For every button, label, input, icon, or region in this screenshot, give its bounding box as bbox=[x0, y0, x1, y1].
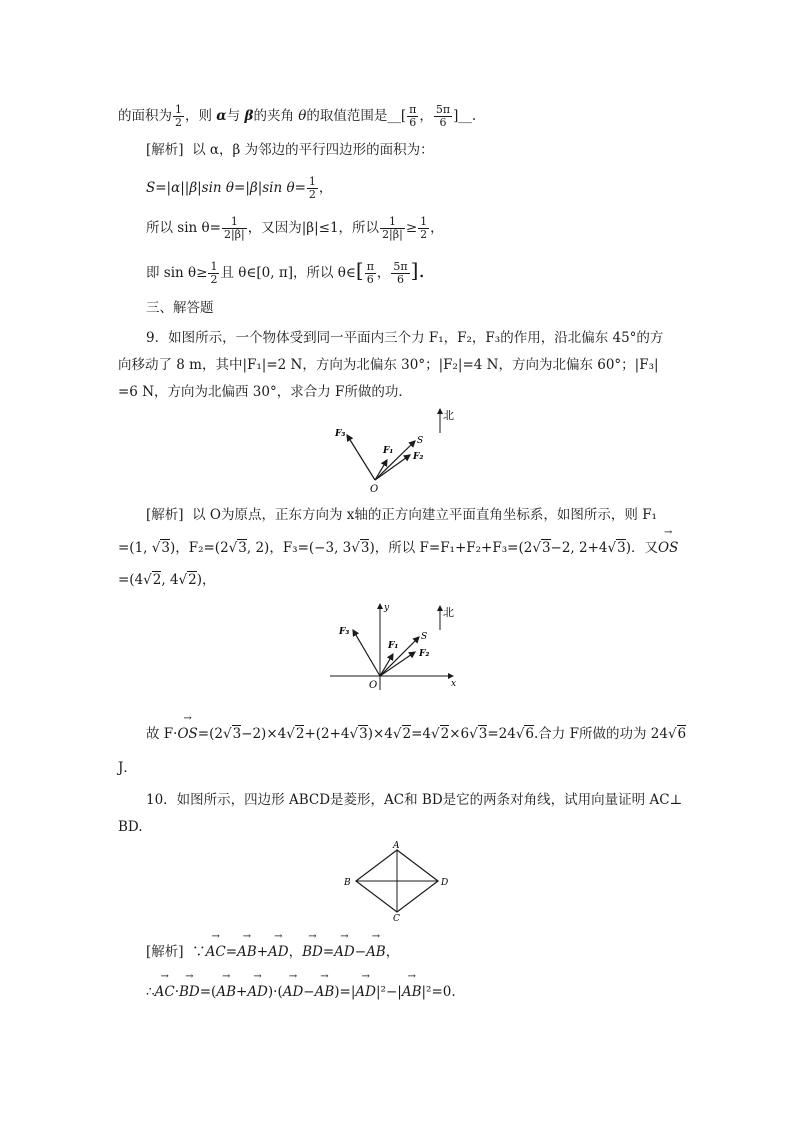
s-label: S bbox=[421, 632, 428, 642]
q9-line2: 向移动了 8 m，其中|F₁|=2 N，方向为北偏东 30°；|F₂|=4 N，方向为北偏东 60°；|F₃| bbox=[118, 357, 659, 373]
s-label: S bbox=[417, 436, 424, 446]
y-axis-label: y bbox=[384, 603, 390, 613]
solution9-result: 故 F·→ OS=(2√3−2)×4√2+(2+4√3)×4√2=4√2×6√3=24√6.合力 F所做的功为 24√6 bbox=[146, 724, 686, 744]
f2-vector bbox=[380, 652, 415, 676]
solution8-line4: 即 sin θ≥ $\frac{1}{2}$ 且 θ∈[0, π]，所以 θ∈[ $\frac{\pi}{6}$ ， $\frac{5\pi}{6}$ ]. bbox=[146, 258, 425, 286]
solution8-line1: [解析] 以 α，β 为邻边的平行四边形的面积为： bbox=[146, 142, 434, 158]
f2-vector bbox=[375, 455, 410, 480]
solution9-line3: =(4√2, 4√2)， bbox=[118, 572, 216, 588]
q10-line2: BD. bbox=[118, 819, 143, 835]
q9-line1: 9．如图所示，一个物体受到同一平面内三个力 F₁，F₂，F₃的作用，沿北偏东 45°的方 bbox=[146, 330, 664, 346]
f3-label: F₃ bbox=[335, 429, 346, 439]
solution8-line3: 所以 sin θ= $\frac{1}{2|\beta|}$ ，又因为|β|≤1，所以 $\frac{1}{2|\beta|}$ ≥ $\frac{1}{2}$ ， bbox=[146, 215, 444, 241]
north-label: 北 bbox=[443, 606, 454, 619]
fraction-half: $\frac{1}{2}$ bbox=[175, 103, 182, 129]
force-diagram-2 bbox=[325, 600, 465, 695]
solution8-line2: S=|α||β|sin θ=|β|sin θ= $\frac{1}{2}$ ， bbox=[146, 175, 333, 201]
solution9-line1: [解析] 以 O为原点，正东方向为 x轴的正方向建立平面直角坐标系，如图所示，则 F₁ bbox=[146, 507, 657, 523]
north-label: 北 bbox=[443, 409, 454, 422]
section-heading: 三、解答题 bbox=[146, 300, 214, 316]
f3-vector bbox=[353, 630, 380, 676]
problem8-answer-line: 的面积为 $\frac{1}{2}$ ，则 α与 β的夹角 θ的取值范围是__[ $\frac{\pi}{6}$ ， $\frac{5\pi}{6}$ ]__. bbox=[118, 103, 477, 129]
solution9-unit: J． bbox=[118, 760, 137, 776]
f3-label: F₃ bbox=[339, 627, 350, 637]
rhombus-diagram bbox=[335, 840, 460, 922]
q9-line3: =6 N，方向为北偏西 30°，求合力 F所做的功． bbox=[118, 384, 412, 400]
f3-vector bbox=[347, 435, 375, 480]
answer-blank: __[ $\frac{\pi}{6}$ ， $\frac{5\pi}{6}$ ]__. bbox=[387, 103, 477, 129]
vertex-a-label: A bbox=[393, 841, 400, 851]
origin-label: O bbox=[370, 484, 379, 495]
solution9-line2: =(1, √3)，F₂=(2√3, 2)，F₃=(−3, 3√3)，所以 F=F₁+F₂+F₃=(2√3−2, 2+4√3)．又→ OS bbox=[118, 538, 678, 558]
f1-label: F₁ bbox=[388, 641, 399, 651]
f1-label: F₁ bbox=[383, 446, 394, 456]
solution-tag: [解析] bbox=[146, 142, 184, 158]
x-axis-label: x bbox=[451, 679, 457, 689]
vertex-c-label: C bbox=[393, 914, 400, 922]
vertex-b-label: B bbox=[344, 878, 351, 888]
solution-tag: [解析] bbox=[146, 507, 184, 523]
origin-label: O bbox=[369, 680, 378, 691]
solution-tag: [解析] bbox=[146, 944, 184, 960]
force-diagram-1 bbox=[325, 405, 465, 495]
solution10-line1: [解析] ∵→ AC=→ AB+→ AD，→ BD=→ AD−→ AB， bbox=[146, 942, 399, 962]
solution10-line2: ∴→ AC·→ BD=(→ AB+→ AD)·(→ AD−→ AB)=|→ AD|²−|→ AB|²=0. bbox=[146, 982, 456, 1002]
f2-label: F₂ bbox=[413, 452, 424, 462]
vertex-d-label: D bbox=[441, 878, 449, 888]
f2-label: F₂ bbox=[419, 649, 430, 659]
s-vector bbox=[375, 441, 415, 480]
s-vector bbox=[380, 637, 419, 676]
q10-line1: 10．如图所示，四边形 ABCD是菱形，AC和 BD是它的两条对角线，试用向量证明 AC⊥ bbox=[146, 792, 683, 808]
